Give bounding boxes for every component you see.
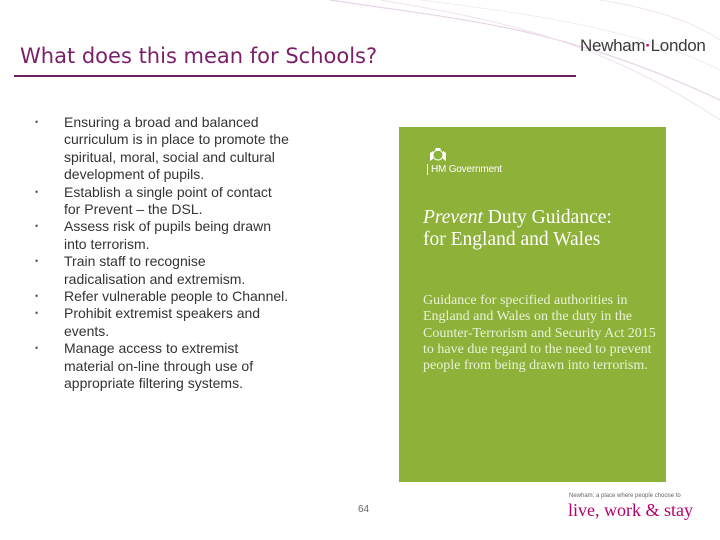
bullet-item <box>30 305 290 340</box>
tagline-small: Newham: a place where people choose to <box>569 493 681 499</box>
bullet-item <box>30 253 290 288</box>
bullet-text: Ensuring a broad and balanced curriculum is in place to promote the spiritual, moral, social and cultural development of pupils. <box>64 114 289 183</box>
guidance-cover-image <box>399 127 666 482</box>
bullet-list <box>30 114 290 393</box>
title-underline <box>14 75 576 77</box>
royal-crest-icon <box>429 147 447 163</box>
cover-title-rest: Duty Guidance: <box>487 207 612 228</box>
logo-london: London <box>650 36 706 55</box>
bullet-text: Refer vulnerable people to Channel. <box>64 288 289 305</box>
bullet-dot-icon: • <box>35 256 39 267</box>
cover-title-italic: Prevent <box>423 207 483 228</box>
bullet-dot-icon: • <box>35 291 39 302</box>
bullet-item <box>30 340 290 392</box>
newham-london-logo <box>580 36 706 56</box>
bullet-text: Train staff to recognise radicalisation and extremism. <box>64 253 246 287</box>
bullet-dot-icon: • <box>35 221 39 232</box>
cover-description: Guidance for specified authorities in England and Wales on the duty in the Counter-Terrorism and Security Act 2015 to have due regard to the need to prevent people from being drawn into terrorism. <box>423 293 656 374</box>
bullet-dot-icon: • <box>35 186 39 197</box>
logo-separator: · <box>645 36 651 55</box>
cover-title-line2: for England and Wales <box>423 229 601 250</box>
bullet-item <box>30 184 290 219</box>
bullet-dot-icon: • <box>35 343 39 354</box>
bullet-text: Prohibit extremist speakers and events. <box>64 305 261 339</box>
slide-title: What does this mean for Schools? <box>20 44 378 68</box>
logo-newham: Newham <box>580 36 646 55</box>
bullet-item <box>30 114 290 184</box>
bullet-item <box>30 218 290 253</box>
cover-title <box>423 207 663 251</box>
bullet-dot-icon: • <box>35 117 39 127</box>
bullet-text: Manage access to extremist material on-line through use of appropriate filtering systems. <box>64 340 254 392</box>
publisher-label: HM Government <box>427 164 502 175</box>
tagline-logo: live, work & stay <box>568 500 693 520</box>
page-number: 64 <box>358 504 370 515</box>
bullet-dot-icon: • <box>35 308 39 319</box>
bullet-item <box>30 288 290 305</box>
bullet-text: Assess risk of pupils being drawn into terrorism. <box>64 218 271 252</box>
bullet-text: Establish a single point of contact for Prevent – the DSL. <box>64 183 272 218</box>
